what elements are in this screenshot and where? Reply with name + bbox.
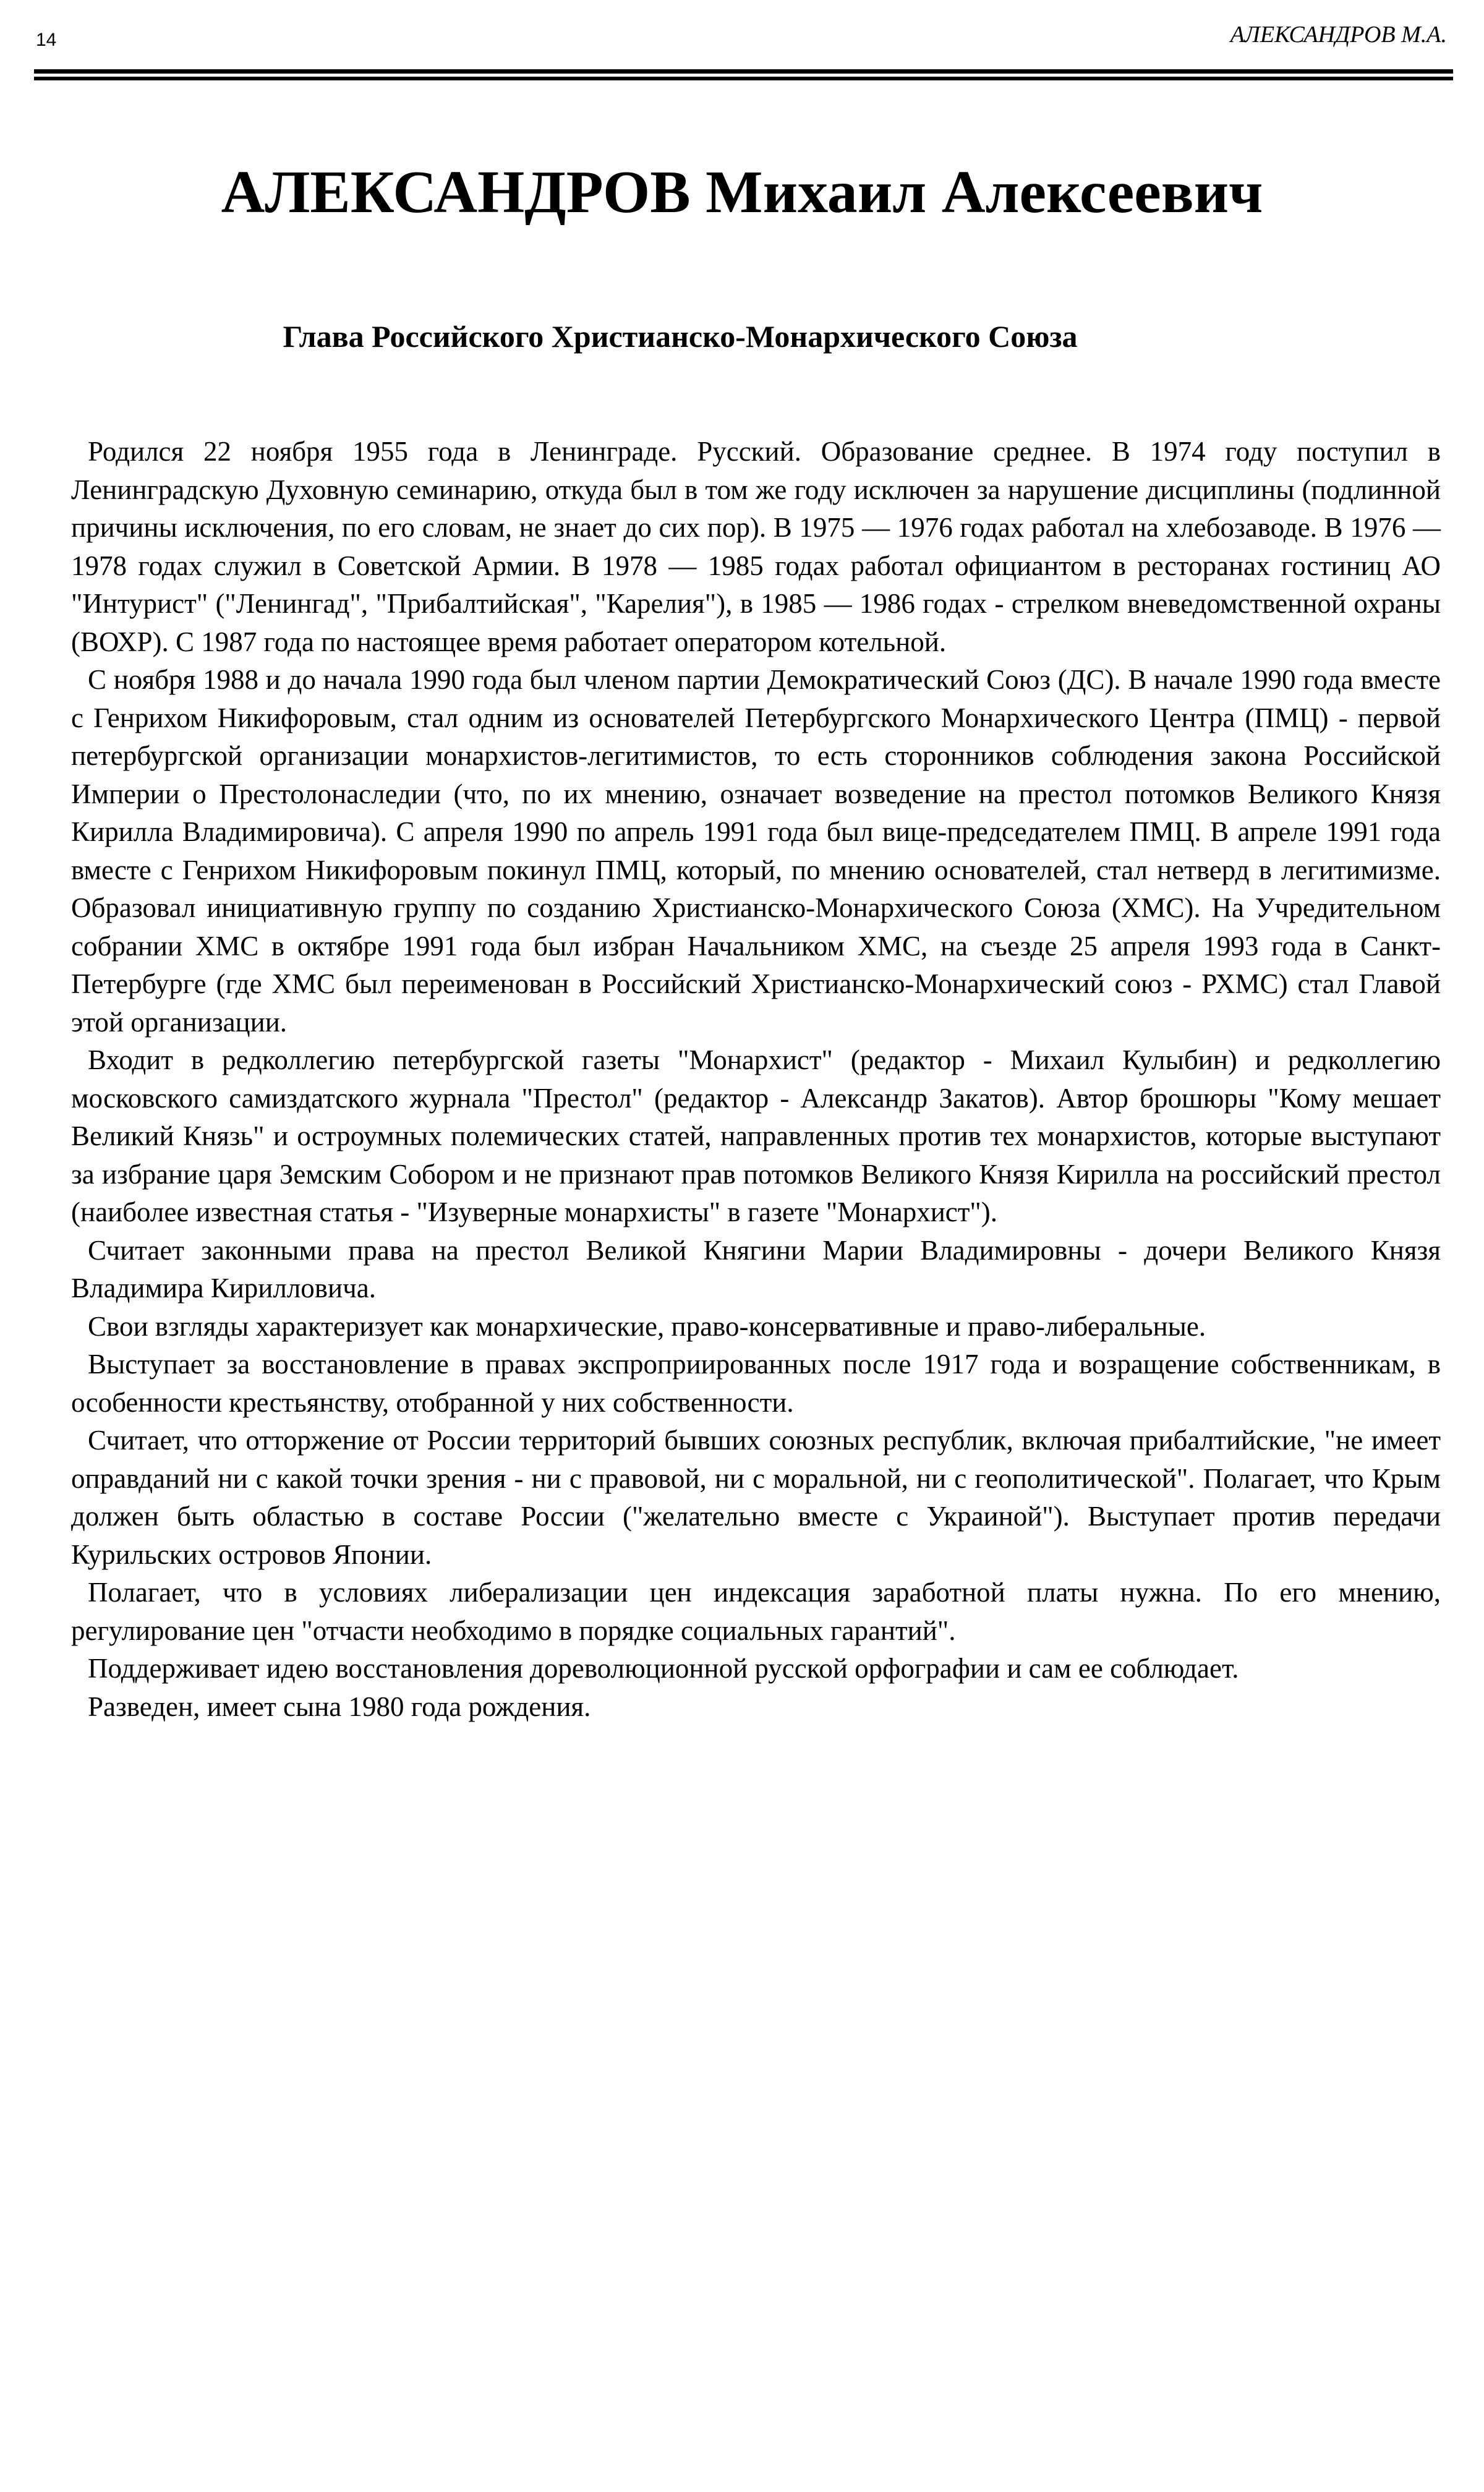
paragraph-political-career: С ноября 1988 и до начала 1990 года был членом партии Демократический Союз (ДС). В начале 1990 года вместе с Генрихом Никифоровым, стал одним из основателей Петербургского Монархического Центра (ПМЦ) - первой петербургской организации монархистов-легитимистов, то есть сторонников соблюдения закона Российской Империи о Престолонаследии (что, по их мнению, означает возведение на престол потомков Великого Князя Кирилла Владимировича). С апреля 1990 по апрель 1991 года был вице-председателем ПМЦ. В апреле 1991 года вместе с Генрихом Никифоровым покинул ПМЦ, который, по мнению основателей, стал нетверд в легитимизме. Образовал инициативную группу по созданию Христианско-Монархического Союза (ХМС). На Учредительном собрании ХМС в октябре 1991 года был избран Начальником ХМС, на съезде 25 апреля 1993 года в Санкт-Петербурге (где ХМС был переименован в Российский Христианско-Монархический союз - РХМС) стал Главой этой организации. xyxy=(71,664,1441,1038)
running-head: АЛЕКСАНДРОВ М.А. xyxy=(1230,22,1447,48)
paragraph-publications: Входит в редколлегию петербургской газеты "Монархист" (редактор - Михаил Кулыбин) и редколлегию московского самиздатского журнала "Престол" (редактор - Александр Закатов). Автор брошюры "Кому мешает Великий Князь" и остроумных полемических статей, направленных против тех монархистов, которые выступают за избрание царя Земским Собором и не признают прав потомков Великого Князя Кирилла на российский престол (наиболее известная статья - "Изуверные монархисты" в газете "Монархист"). xyxy=(71,1044,1441,1227)
paragraph-economy: Полагает, что в условиях либерализации цен индексация заработной платы нужна. По его мнению, регулирование цен "отчасти необходимо в порядке социальных гарантий". xyxy=(71,1577,1441,1646)
entry-subtitle: Глава Российского Христианско-Монархического Союза xyxy=(283,319,1078,354)
paragraph-views: Свои взгляды характеризует как монархические, право-консервативные и право-либеральные. xyxy=(88,1310,1206,1342)
paragraph-succession-view: Считает законными права на престол Великой Княгини Марии Владимировны - дочери Великого Князя Владимира Кирилловича. xyxy=(71,1234,1441,1304)
page-number: 14 xyxy=(36,30,57,50)
entry-body xyxy=(71,433,1441,1726)
paragraph-family: Разведен, имеет сына 1980 года рождения. xyxy=(88,1691,591,1722)
paragraph-biography: Родился 22 ноября 1955 года в Ленинграде. Русский. Образование среднее. В 1974 году поступил в Ленинградскую Духовную семинарию, откуда был в том же году исключен за нарушение дисциплины (подлинной причины исключения, по его словам, не знает до сих пор). В 1975 — 1976 годах работал на хлебозаводе. В 1976 — 1978 годах служил в Советской Армии. В 1978 — 1985 годах работал официантом в ресторанах гостиниц АО "Интурист" ("Ленингад", "Прибалтийская", "Карелия"), в 1985 — 1986 годах - стрелком вневедомственной охраны (ВОХР). С 1987 года по настоящее время работает оператором котельной. xyxy=(71,436,1441,657)
paragraph-orthography: Поддерживает идею восстановления дореволюционной русской орфографии и сам ее соблюдает. xyxy=(88,1653,1239,1684)
paragraph-property: Выступает за восстановление в правах экспроприированных после 1917 года и возращение собственникам, в особенности крестьянству, отобранной у них собственности. xyxy=(71,1349,1441,1418)
entry-title: АЛЕКСАНДРОВ Михаил Алексеевич xyxy=(221,159,1263,226)
header-rule-top xyxy=(34,69,1453,74)
paragraph-territories: Считает, что отторжение от России территорий бывших союзных республик, включая прибалтийские, "не имеет оправданий ни с какой точки зрения - ни с правовой, ни с моральной, ни с геополитической". Полагает, что Крым должен быть областью в составе России ("желательно вместе с Украиной"). Выступает против передачи Курильских островов Японии. xyxy=(71,1425,1441,1570)
header-rule-bottom xyxy=(34,77,1453,80)
